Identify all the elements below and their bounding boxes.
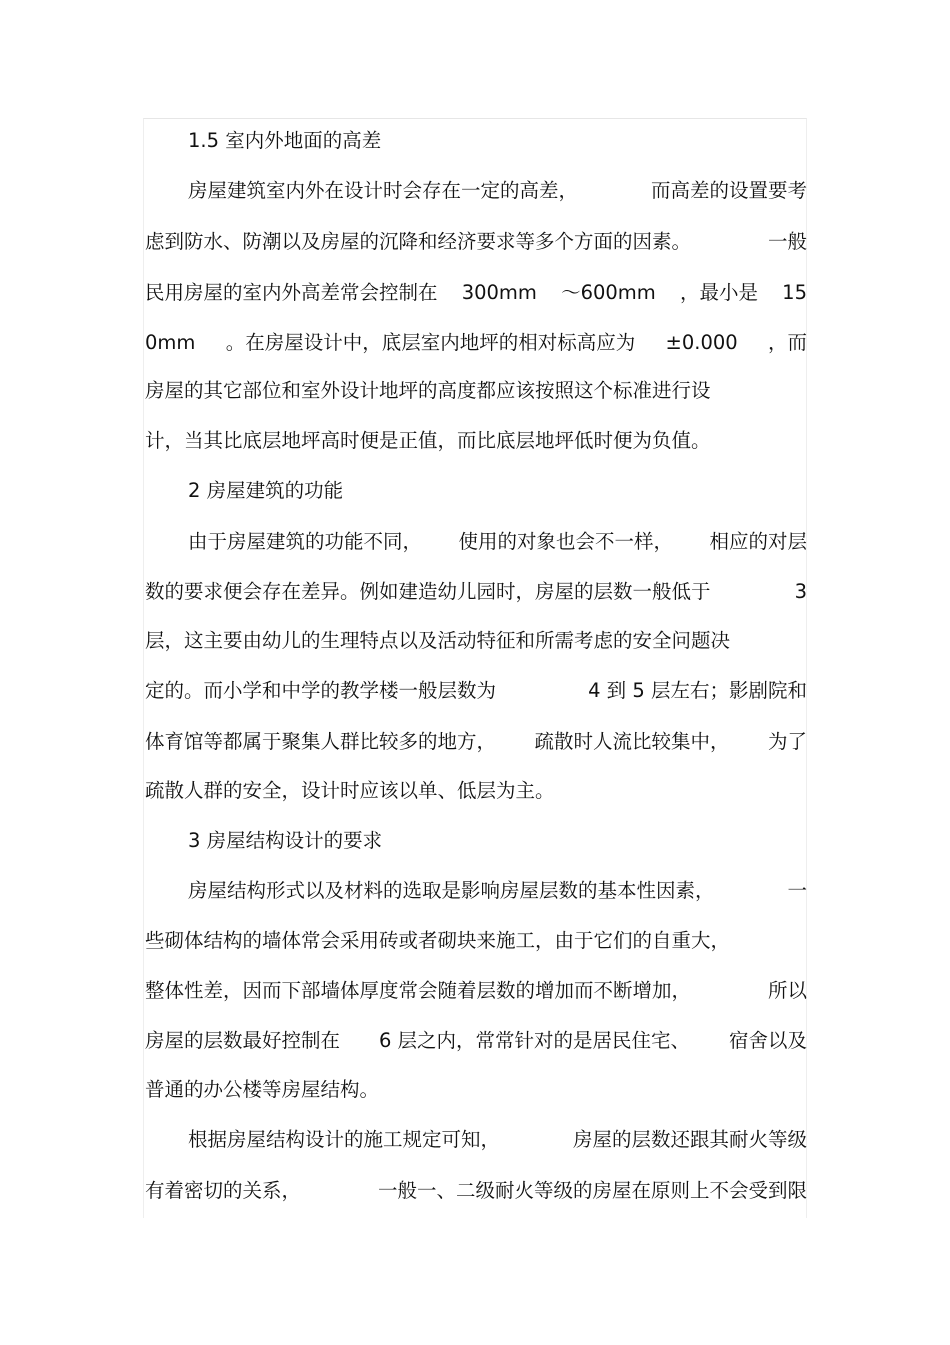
paragraph-line [188,1127,807,1153]
text-segment: 疏散时人流比较集中， [534,730,730,753]
paragraph-line [145,229,807,255]
text-segment: 定的。而小学和中学的教学楼一般层数为 [145,679,497,702]
text-segment: 整体性差，因而下部墙体厚度常会随着层数的增加而不断增加， [145,979,692,1002]
paragraph-line [145,978,807,1004]
paragraph-line [145,778,807,804]
text-segment: 一般 [767,230,807,253]
paragraph-line [145,1178,807,1204]
text-segment: ±0.000 [665,331,738,354]
text-segment: 为了 [767,730,807,753]
text-segment: 15 [782,281,807,304]
paragraph-line [145,579,807,605]
text-segment: 宿舍以及 [728,1029,807,1052]
text-segment: 300mm [461,281,537,304]
text-segment: ～600mm [561,281,656,304]
text-segment: 数的要求便会存在差异。例如建造幼儿园时，房屋的层数一般低于 [145,580,711,603]
section-heading-3: 3 房屋结构设计的要求 [188,829,383,852]
text-segment: 一般一、二级耐火等级的房屋在原则上不会受到限 [377,1179,807,1202]
text-segment: 房屋结构形式以及材料的选取是影响房屋层数的基本性因素， [188,879,715,902]
text-segment: 计，当其比底层地坪高时便是正值，而比底层地坪低时便为负值。 [145,429,711,452]
text-segment: 民用房屋的室内外高差常会控制在 [145,281,438,304]
text-segment: 层，这主要由幼儿的生理特点以及活动特征和所需考虑的安全问题决 [145,629,731,652]
paragraph-line [145,1028,807,1054]
text-segment: 相应的对层 [709,530,807,553]
text-segment: 3 [794,580,807,603]
text-segment: 普通的办公楼等房屋结构。 [145,1078,380,1101]
paragraph-line [145,378,807,404]
text-segment: 6 层之内，常常针对的是居民住宅、 [378,1029,691,1052]
text-segment: 所以 [767,979,807,1002]
text-segment: ，最小是 [679,281,758,304]
text-segment: 使用的对象也会不一样， [458,530,673,553]
text-segment: 些砌体结构的墙体常会采用砖或者砌块来施工，由于它们的自重大， [145,929,731,952]
text-segment: 疏散人群的安全，设计时应该以单、低层为主。 [145,779,555,802]
paragraph-line [145,729,807,755]
paragraph-line [145,428,807,454]
text-segment: 由于房屋建筑的功能不同， [188,530,423,553]
text-segment: 有着密切的关系， [145,1179,302,1202]
paragraph-line [188,178,807,204]
text-segment: 而高差的设置要考 [650,179,807,202]
text-segment: 4 到 5 层左右；影剧院和 [588,679,807,702]
text-segment: ，而 [767,331,807,354]
text-segment: 房屋的其它部位和室外设计地坪的高度都应该按照这个标准进行设 [145,379,711,402]
section-heading-1-5: 1.5 室内外地面的高差 [188,129,382,152]
paragraph-line [188,878,807,904]
text-segment: 0mm [145,331,196,354]
text-segment: 虑到防水、防潮以及房屋的沉降和经济要求等多个方面的因素。 [145,230,692,253]
paragraph-line [145,678,807,704]
text-segment: 。在房屋设计中，底层室内地坪的相对标高应为 [225,331,636,354]
text-segment: 房屋的层数还跟其耐火等级 [572,1128,807,1151]
paragraph-line [188,529,807,555]
text-segment: 一 [787,879,807,902]
paragraph-line [145,628,807,654]
text-segment: 房屋建筑室内外在设计时会存在一定的高差， [188,179,579,202]
text-segment: 根据房屋结构设计的施工规定可知， [188,1128,501,1151]
paragraph-line [145,330,807,356]
paragraph-line [145,1077,807,1103]
text-segment: 体育馆等都属于聚集人群比较多的地方， [145,730,497,753]
section-heading-2: 2 房屋建筑的功能 [188,479,344,502]
paragraph-line [145,280,807,306]
text-segment: 房屋的层数最好控制在 [145,1029,341,1052]
paragraph-line [145,928,807,954]
